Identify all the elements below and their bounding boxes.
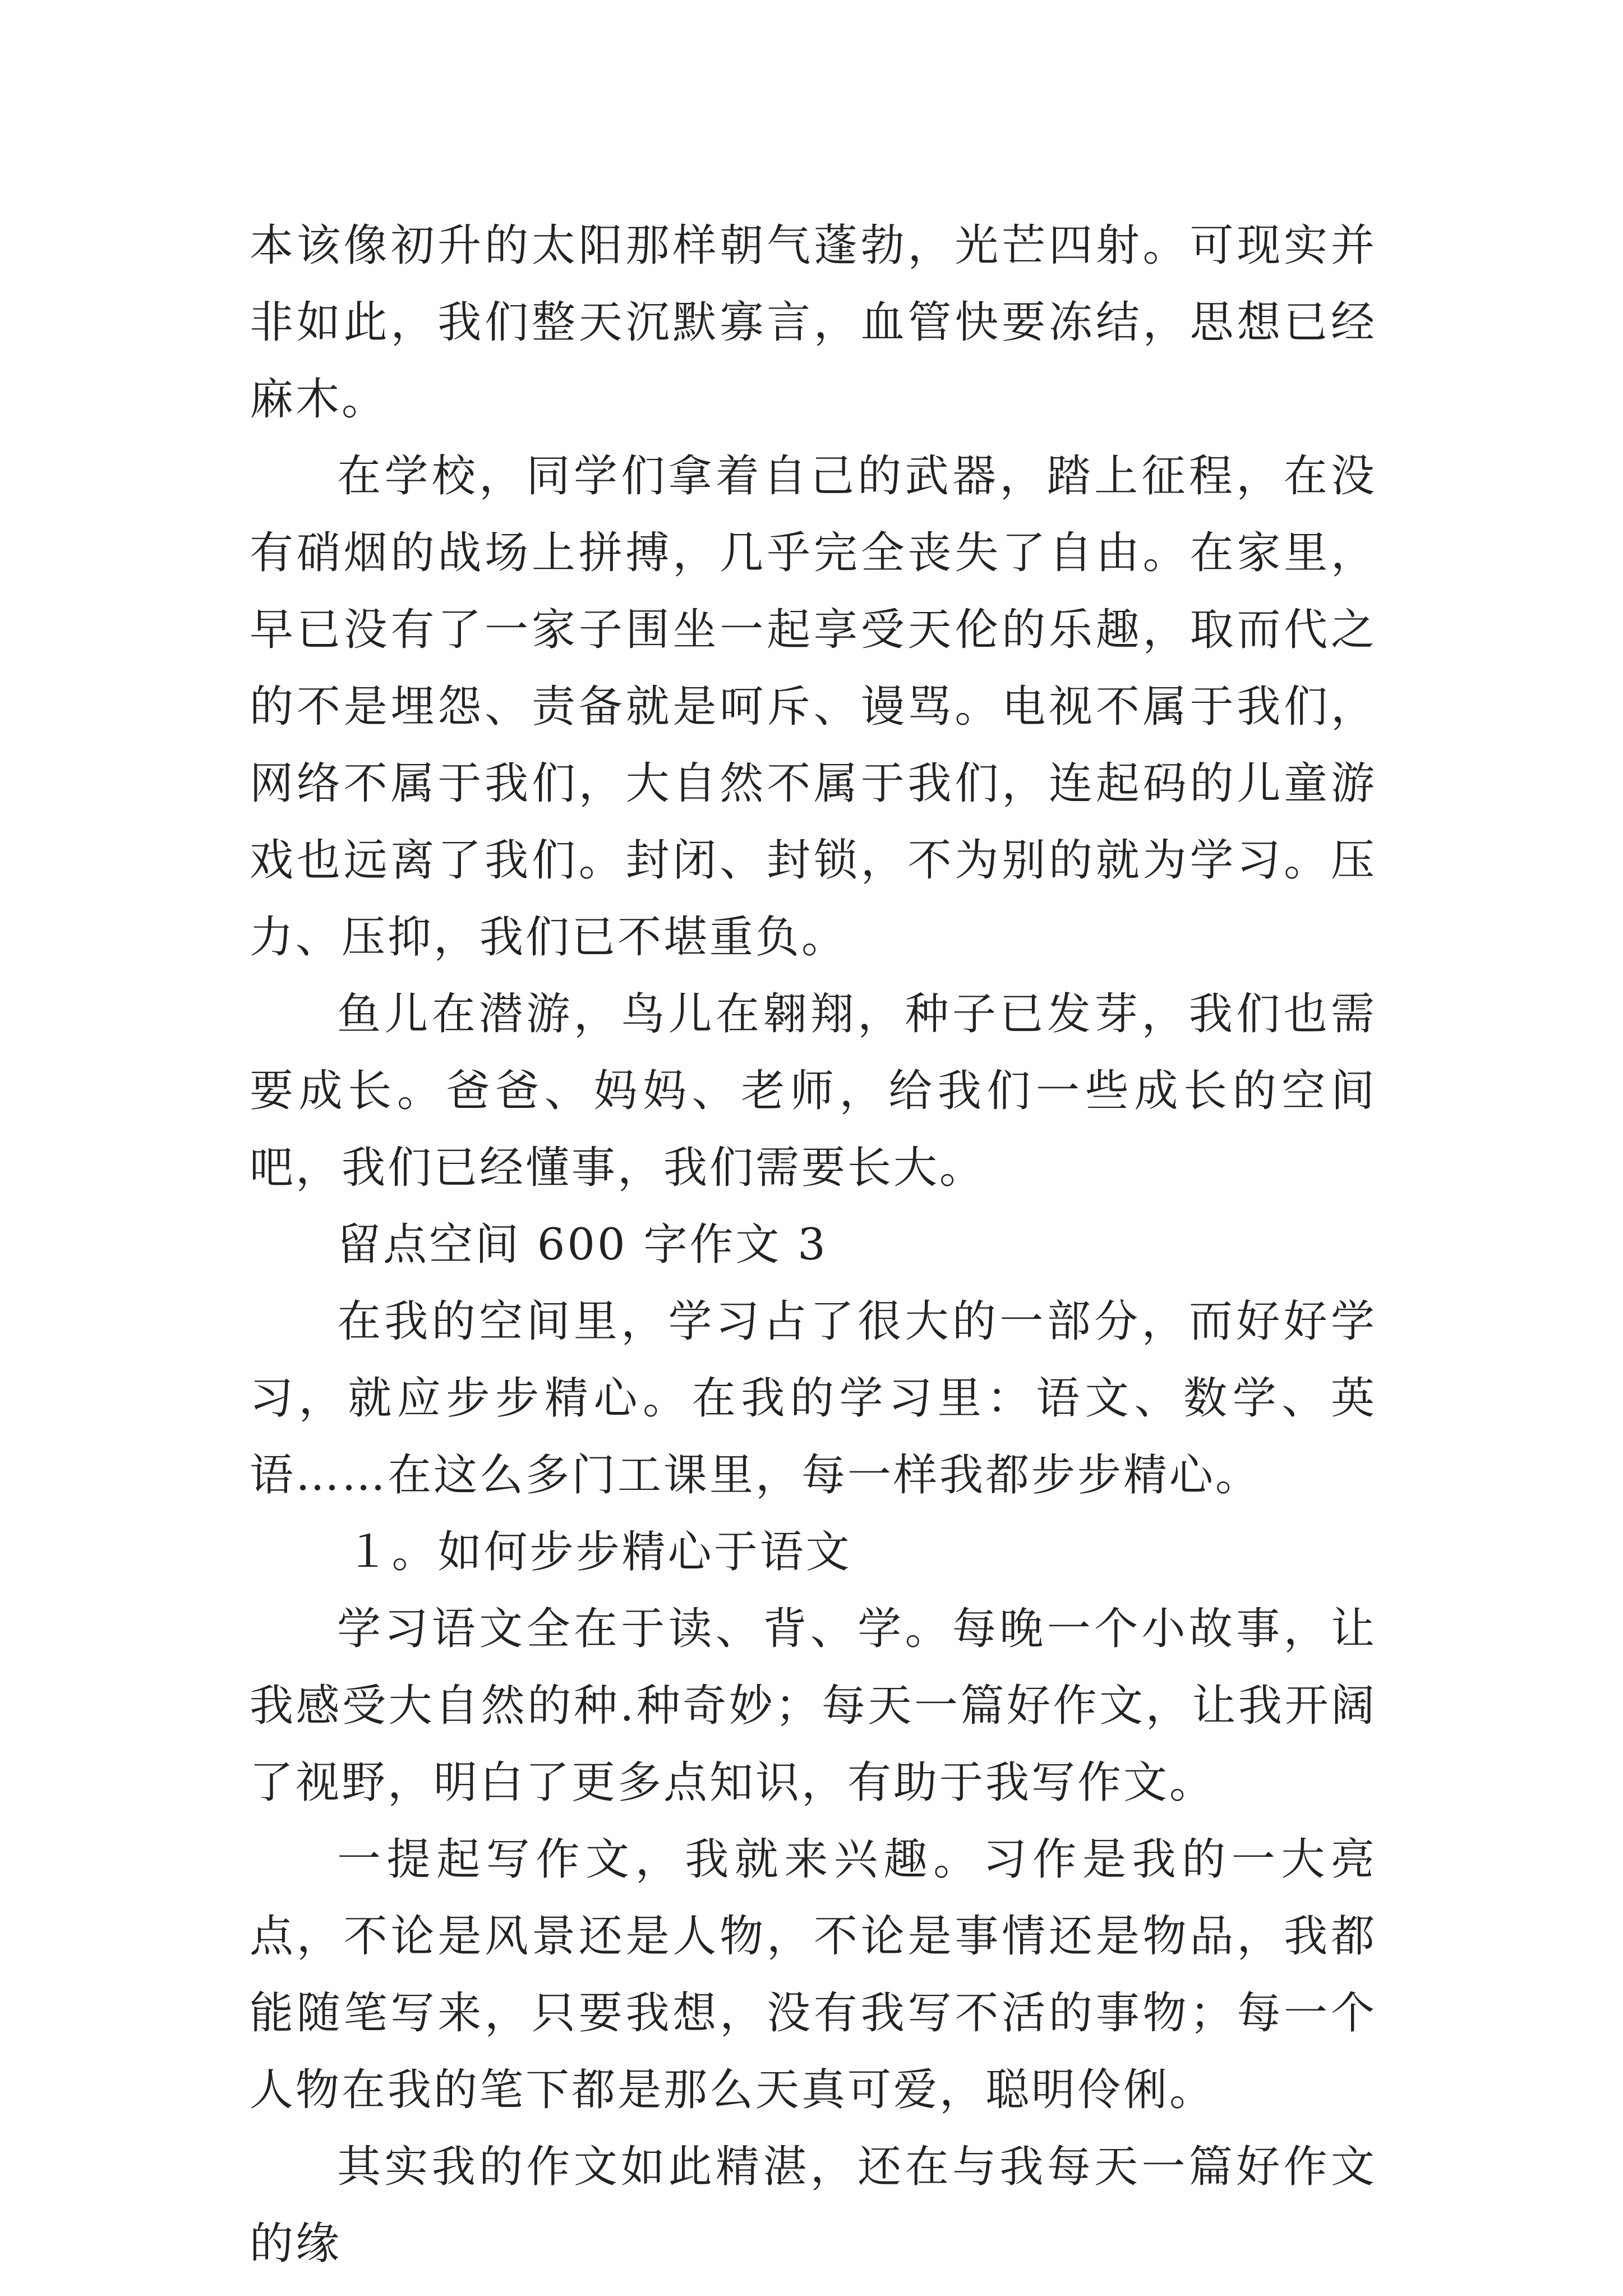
paragraph: 其实我的作文如此精湛，还在与我每天一篇好作文的缘 — [250, 2142, 1377, 2269]
section-heading: 留点空间 600 字作文 3 — [337, 1220, 828, 1270]
paragraph: 鱼儿在潜游，鸟儿在翱翔，种子已发芽，我们也需要成长。爸爸、妈妈、老师，给我们一些成长的空间吧，我们已经懂事，我们需要长大。 — [250, 989, 1377, 1193]
subsection-heading: １。如何步步精心于语文 — [345, 1527, 852, 1577]
paragraph: 在我的空间里，学习占了很大的一部分，而好好学习，就应步步精心。在我的学习里：语文、数学、英语……在这么多门工课里，每一样我都步步精心。 — [250, 1296, 1377, 1501]
paragraph: 一提起写作文，我就来兴趣。习作是我的一大亮点，不论是风景还是人物，不论是事情还是物品，我都能随笔写来，只要我想，没有我写不活的事物；每一个人物在我的笔下都是那么天真可爱，聪明伶俐。 — [250, 1834, 1377, 2115]
paragraph: 本该像初升的太阳那样朝气蓬勃，光芒四射。可现实并非如此，我们整天沉默寡言，血管快要冻结，思想已经麻木。 — [250, 220, 1377, 425]
paragraph: 学习语文全在于读、背、学。每晚一个小故事，让我感受大自然的种.种奇妙；每天一篇好作文，让我开阔了视野，明白了更多点知识，有助于我写作文。 — [250, 1604, 1377, 1808]
document-body — [250, 208, 1377, 2283]
paragraph: 在学校，同学们拿着自己的武器，踏上征程，在没有硝烟的战场上拼搏，几乎完全丧失了自由。在家里，早已没有了一家子围坐一起享受天伦的乐趣，取而代之的不是埋怨、责备就是呵斥、谩骂。电视不属于我们，网络不属于我们，大自然不属于我们，连起码的儿童游戏也远离了我们。封闭、封锁，不为别的就为学习。压力、压抑，我们已不堪重负。 — [250, 451, 1377, 963]
